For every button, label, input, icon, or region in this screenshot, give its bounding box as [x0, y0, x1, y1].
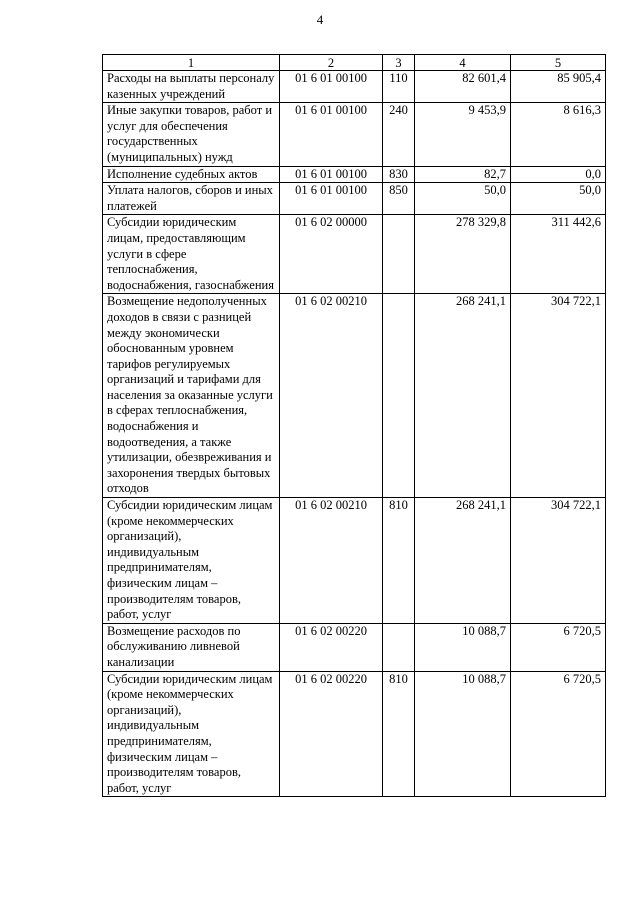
row-code: 01 6 02 00210 [280, 294, 383, 498]
row-amount-1: 50,0 [415, 183, 511, 215]
row-amount-1: 268 241,1 [415, 498, 511, 624]
row-expense-type: 810 [383, 671, 415, 797]
row-amount-1: 82,7 [415, 166, 511, 183]
row-amount-2: 6 720,5 [511, 623, 606, 671]
row-amount-2: 304 722,1 [511, 498, 606, 624]
table-header-row [103, 55, 606, 71]
header-col-2: 2 [280, 55, 383, 71]
row-name: Субсидии юридическим лицам (кроме некоммерческих организаций), индивидуальным предпринимателям, физическим лицам – производителям товаров, работ, услуг [103, 498, 280, 624]
table-row [103, 103, 606, 166]
row-amount-2: 50,0 [511, 183, 606, 215]
row-amount-1: 10 088,7 [415, 623, 511, 671]
header-col-4: 4 [415, 55, 511, 71]
header-col-1: 1 [103, 55, 280, 71]
row-name: Расходы на выплаты персоналу казенных учреждений [103, 71, 280, 103]
row-code: 01 6 02 00220 [280, 671, 383, 797]
row-name: Субсидии юридическим лицам (кроме некоммерческих организаций), индивидуальным предпринимателям, физическим лицам – производителям товаров, работ, услуг [103, 671, 280, 797]
row-expense-type [383, 215, 415, 294]
row-expense-type: 240 [383, 103, 415, 166]
row-code: 01 6 02 00210 [280, 498, 383, 624]
table-row [103, 623, 606, 671]
row-name: Уплата налогов, сборов и иных платежей [103, 183, 280, 215]
table-row [103, 294, 606, 498]
page-number: 4 [316, 12, 324, 27]
row-amount-2: 0,0 [511, 166, 606, 183]
row-code: 01 6 01 00100 [280, 183, 383, 215]
row-name: Субсидии юридическим лицам, предоставляющим услуги в сфере теплоснабжения, водоснабжения, газоснабжения [103, 215, 280, 294]
row-name: Возмещение расходов по обслуживанию ливневой канализации [103, 623, 280, 671]
row-expense-type: 810 [383, 498, 415, 624]
row-name: Иные закупки товаров, работ и услуг для обеспечения государственных (муниципальных) нужд [103, 103, 280, 166]
table-row [103, 166, 606, 183]
row-code: 01 6 01 00100 [280, 103, 383, 166]
row-amount-1: 10 088,7 [415, 671, 511, 797]
row-amount-1: 278 329,8 [415, 215, 511, 294]
row-amount-2: 6 720,5 [511, 671, 606, 797]
table-row [103, 215, 606, 294]
row-expense-type: 110 [383, 71, 415, 103]
row-code: 01 6 02 00000 [280, 215, 383, 294]
row-name: Исполнение судебных актов [103, 166, 280, 183]
row-code: 01 6 02 00220 [280, 623, 383, 671]
row-amount-1: 82 601,4 [415, 71, 511, 103]
row-expense-type [383, 294, 415, 498]
row-code: 01 6 01 00100 [280, 166, 383, 183]
row-expense-type: 850 [383, 183, 415, 215]
budget-table [102, 54, 606, 797]
row-amount-2: 85 905,4 [511, 71, 606, 103]
row-amount-2: 8 616,3 [511, 103, 606, 166]
table-row [103, 183, 606, 215]
table-row [103, 498, 606, 624]
row-amount-1: 9 453,9 [415, 103, 511, 166]
table-row [103, 671, 606, 797]
row-amount-1: 268 241,1 [415, 294, 511, 498]
row-code: 01 6 01 00100 [280, 71, 383, 103]
row-amount-2: 304 722,1 [511, 294, 606, 498]
row-amount-2: 311 442,6 [511, 215, 606, 294]
row-name: Возмещение недополученных доходов в связи с разницей между экономически обоснованным уровнем тарифов регулируемых организаций и тарифами для населения за оказанные услуги в сферах теплоснабжения, водоснабжения и водоотведения, а также утилизации, обезвреживания и захоронения твердых бытовых отходов [103, 294, 280, 498]
row-expense-type: 830 [383, 166, 415, 183]
header-col-5: 5 [511, 55, 606, 71]
row-expense-type [383, 623, 415, 671]
table-row [103, 71, 606, 103]
header-col-3: 3 [383, 55, 415, 71]
